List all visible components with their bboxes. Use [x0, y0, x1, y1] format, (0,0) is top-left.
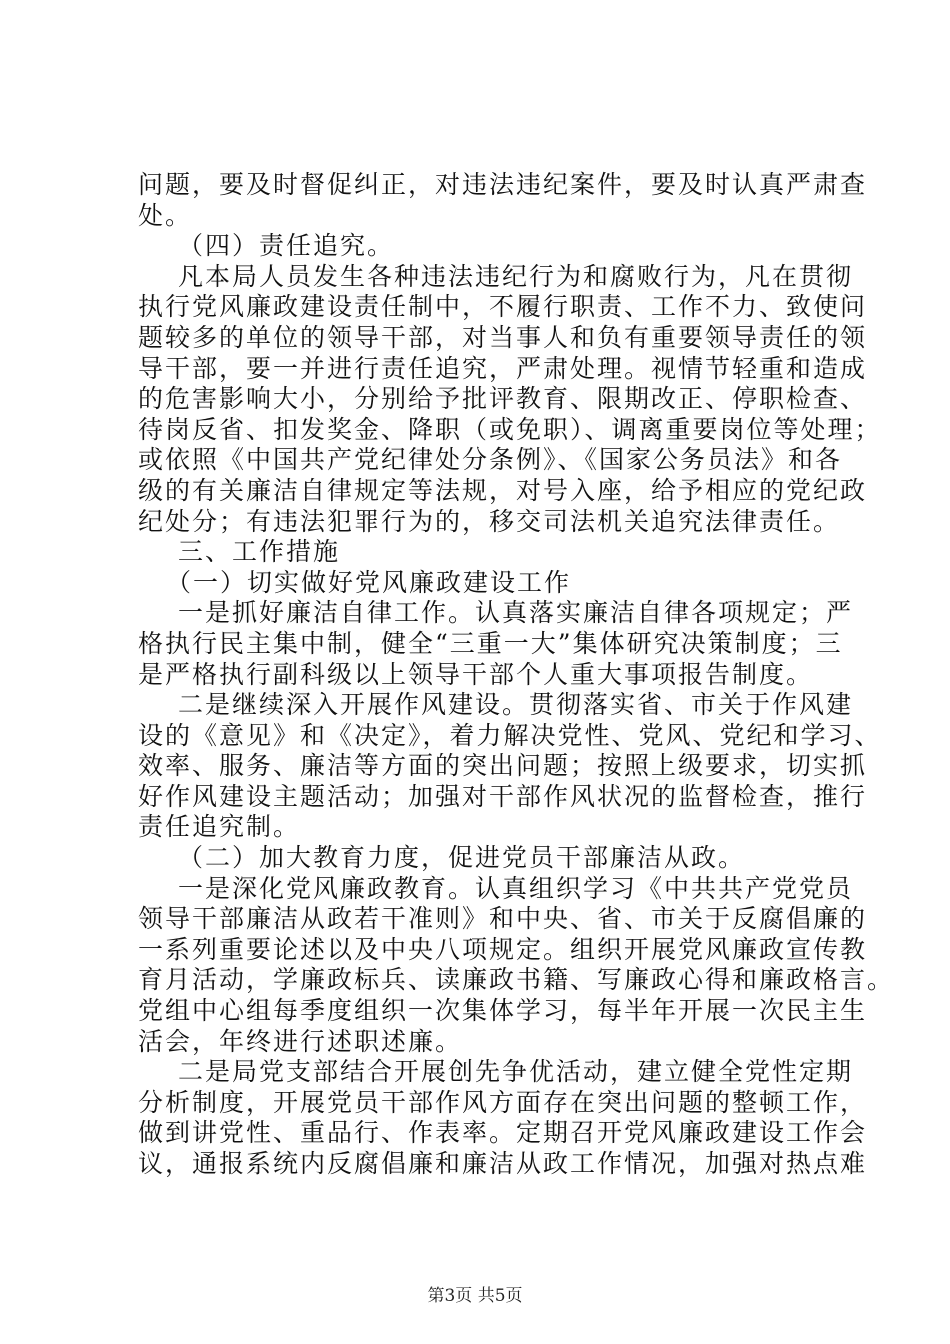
- text-line: 一是深化党风廉政教育。认真组织学习《中共共产党党员: [178, 873, 854, 903]
- page-number-footer: 第3页 共5页: [427, 1286, 523, 1306]
- text-line: 导干部，要一并进行责任追究，严肃处理。视情节轻重和造成: [138, 353, 868, 383]
- section-heading: 三、工作措施: [178, 537, 341, 567]
- text-line: 好作风建设主题活动；加强对干部作风状况的监督检查，推行: [138, 781, 868, 811]
- text-line: 凡本局人员发生各种违法违纪行为和腐败行为，凡在贯彻: [178, 261, 854, 291]
- text-line: 做到讲党性、重品行、作表率。定期召开党风廉政建设工作会: [138, 1118, 868, 1148]
- text-line: 执行党风廉政建设责任制中，不履行职责、工作不力、致使问: [138, 292, 868, 322]
- text-line: 党组中心组每季度组织一次集体学习，每半年开展一次民主生: [138, 996, 868, 1026]
- text-line: 责任追究制。: [138, 812, 301, 842]
- text-line: 议，通报系统内反腐倡廉和廉洁从政工作情况，加强对热点难: [138, 1149, 868, 1178]
- text-line: 级的有关廉洁自律规定等法规，对号入座，给予相应的党纪政: [138, 475, 868, 505]
- text-line: 育月活动，学廉政标兵、读廉政书籍、写廉政心得和廉政格言。: [138, 965, 895, 995]
- text-line: 或依照《中国共产党纪律处分条例》、《国家公务员法》和各: [138, 445, 843, 475]
- text-line: 二是继续深入开展作风建设。贯彻落实省、市关于作风建: [178, 690, 854, 720]
- text-line: 一是抓好廉洁自律工作。认真落实廉洁自律各项规定；严: [178, 598, 854, 628]
- text-line: 是严格执行副科级以上领导干部个人重大事项报告制度。: [138, 659, 814, 689]
- text-line: 活会，年终进行述职述廉。: [138, 1026, 463, 1056]
- text-line: 格执行民主集中制，健全“三重一大”集体研究决策制度；三: [138, 628, 843, 658]
- text-line: 待岗反省、扣发奖金、降职（或免职）、调离重要岗位等处理；: [138, 414, 882, 444]
- text-line: 的危害影响大小，分别给予批评教育、限期改正、停职检查、: [138, 384, 868, 414]
- section-heading: （二）加大教育力度，促进党员干部廉洁从政。: [178, 843, 746, 873]
- text-line: 分析制度，开展党员干部作风方面存在突出问题的整顿工作，: [138, 1087, 868, 1117]
- text-line: 处。: [138, 200, 193, 230]
- text-line: 问题，要及时督促纠正，对违法违纪案件，要及时认真严肃查: [138, 170, 868, 199]
- text-line: 领导干部廉洁从政若干准则》和中央、省、市关于反腐倡廉的: [138, 904, 868, 934]
- text-line: 一系列重要论述以及中央八项规定。组织开展党风廉政宣传教: [138, 934, 868, 964]
- text-line: 题较多的单位的领导干部，对当事人和负有重要领导责任的领: [138, 322, 868, 352]
- section-heading: （四）责任追究。: [178, 231, 395, 261]
- text-line: 纪处分；有违法犯罪行为的，移交司法机关追究法律责任。: [138, 506, 841, 536]
- text-line: 二是局党支部结合开展创先争优活动，建立健全党性定期: [178, 1057, 854, 1087]
- text-line: 效率、服务、廉洁等方面的突出问题；按照上级要求，切实抓: [138, 751, 868, 781]
- section-heading: （一）切实做好党风廉政建设工作: [166, 567, 572, 597]
- document-body: [138, 170, 895, 1180]
- text-line: 设的《意见》和《决定》，着力解决党性、党风、党纪和学习、: [138, 720, 882, 750]
